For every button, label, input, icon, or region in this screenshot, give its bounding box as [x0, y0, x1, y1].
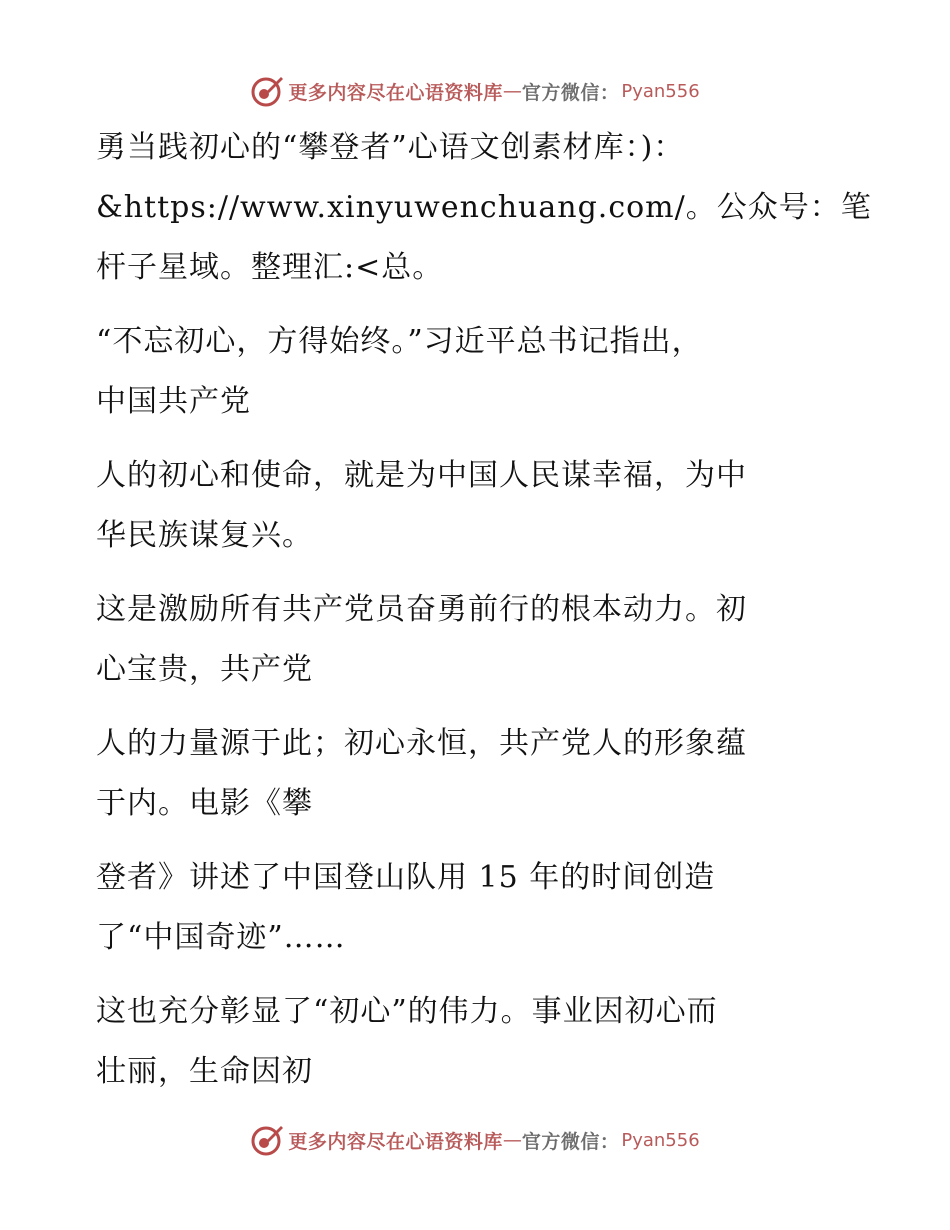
watermark-wechat-id: Pyan556	[621, 1129, 700, 1151]
paragraph	[96, 714, 866, 834]
text-line: 壮丽，生命因初	[96, 1054, 313, 1089]
text-line: 中国共产党	[96, 384, 251, 419]
watermark-official-text: 官方微信：	[521, 1130, 620, 1153]
paragraph	[96, 118, 872, 298]
pen-logo-icon	[250, 74, 284, 108]
paragraph	[96, 580, 866, 700]
text-line: 这也充分彰显了“初心”的伟力。事业因初心而	[96, 994, 718, 1029]
footer-watermark	[0, 1120, 950, 1160]
text-line: 人的初心和使命，就是为中国人民谋幸福，为中	[96, 458, 747, 493]
text-line: 勇当践初心的“攀登者”心语文创素材库：)：	[96, 130, 685, 165]
text-line: 华民族谋复兴。	[96, 518, 313, 553]
text-line: 登者》讲述了中国登山队用 15 年的时间创造	[96, 860, 716, 895]
text-line: &https://www.xinyuwenchuang.com/。公众号：笔	[96, 190, 872, 225]
watermark-wechat-id: Pyan556	[621, 80, 700, 102]
paragraph	[96, 848, 866, 968]
watermark-official-text: 官方微信：	[521, 81, 620, 104]
text-line: 这是激励所有共产党员奋勇前行的根本动力。初	[96, 592, 747, 627]
text-line: 人的力量源于此；初心永恒，共产党人的形象蕴	[96, 726, 747, 761]
watermark-library-text: 更多内容尽在心语资料库	[288, 1130, 503, 1153]
paragraph	[96, 312, 866, 432]
document-body	[96, 118, 872, 1102]
header-watermark	[0, 71, 950, 111]
text-line: “不忘初心，方得始终。”习近平总书记指出，	[96, 324, 703, 359]
text-line: 于内。电影《攀	[96, 786, 313, 821]
watermark-dash: —	[502, 1129, 522, 1151]
pen-logo-icon	[250, 1123, 284, 1157]
text-line: 杆子星域。整理汇:<总。	[96, 250, 444, 285]
paragraph	[96, 982, 866, 1102]
watermark-dash: —	[502, 80, 522, 102]
text-line: 心宝贵，共产党	[96, 652, 313, 687]
text-line: 了“中国奇迹”……	[96, 920, 346, 955]
paragraph	[96, 446, 866, 566]
watermark-library-text: 更多内容尽在心语资料库	[288, 81, 503, 104]
